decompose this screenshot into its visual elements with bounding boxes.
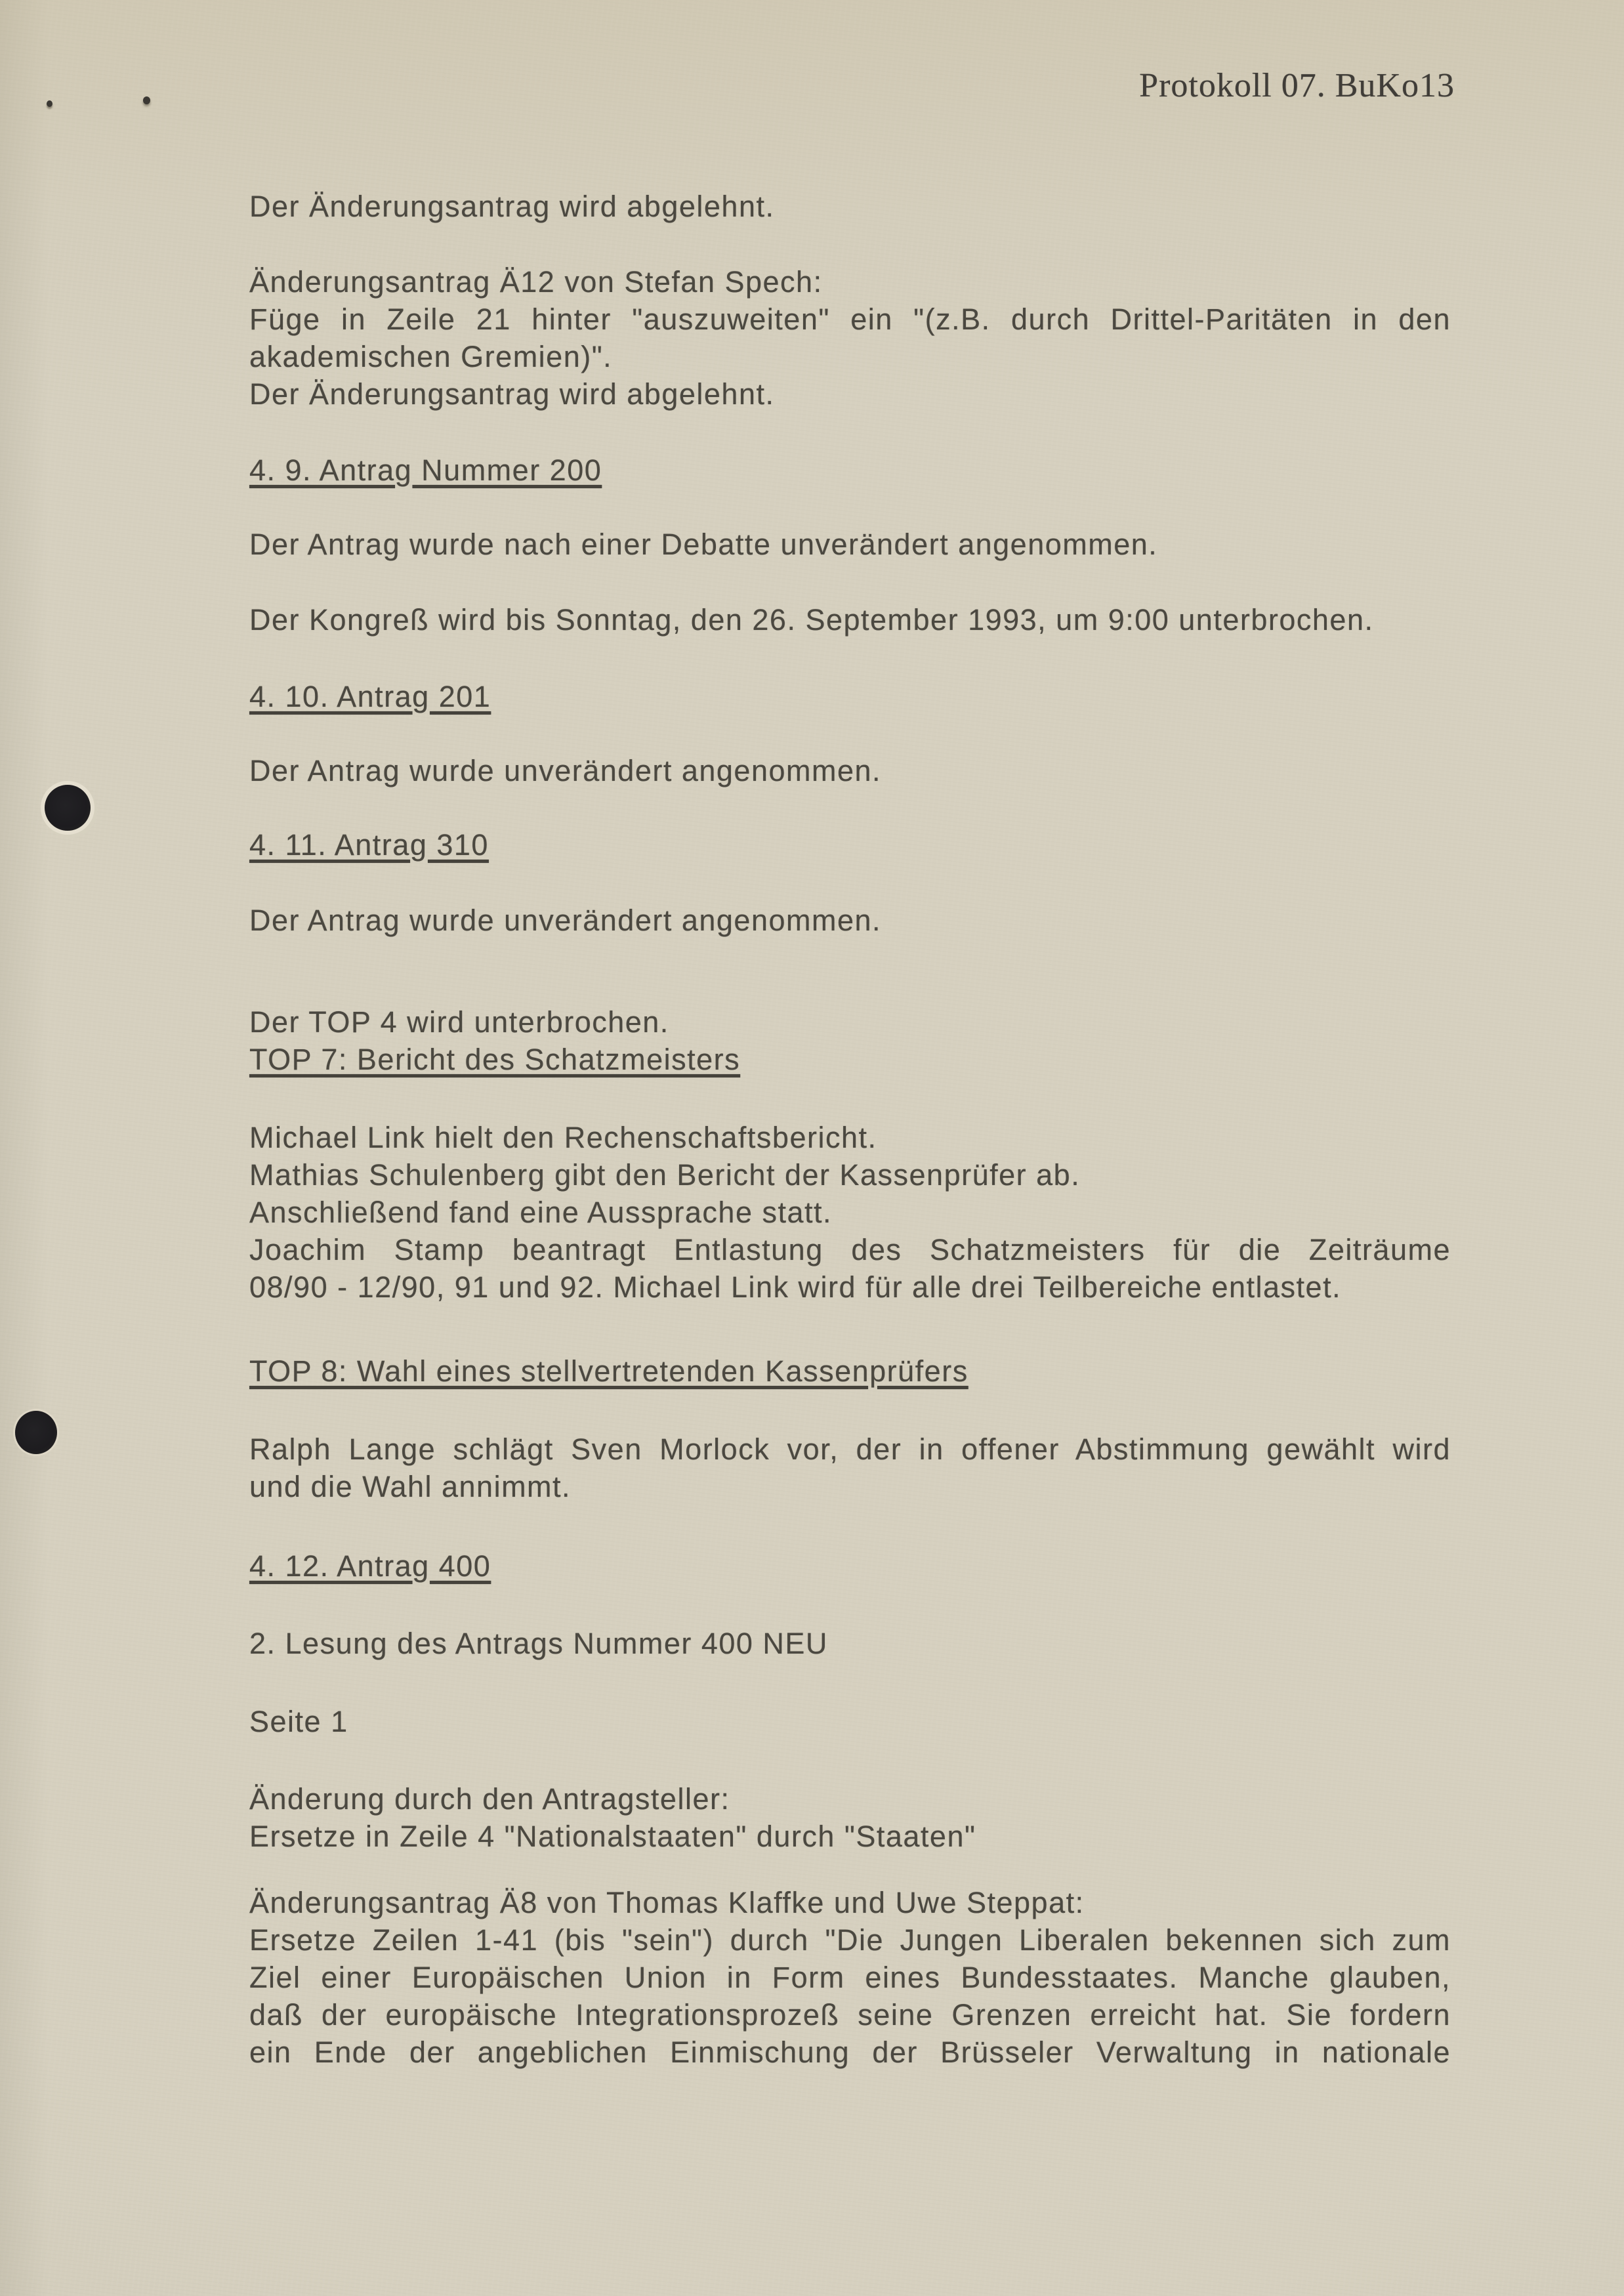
paragraph-top4-top7 (249, 1003, 1451, 1078)
heading-antrag-310 (249, 826, 1451, 864)
text-line: Der Antrag wurde nach einer Debatte unverändert angenommen. (249, 528, 1158, 561)
text-line: Der Antrag wurde unverändert angenommen. (249, 904, 882, 937)
text-line: und die Wahl annimmt. (249, 1470, 572, 1503)
text-line: akademischen Gremien)". (249, 340, 613, 373)
paragraph-congress-break (249, 601, 1451, 638)
heading-top8 (249, 1352, 1451, 1390)
paragraph-kassenpruefer-wahl (249, 1430, 1451, 1505)
page-header-title: Protokoll 07. BuKo13 (1139, 67, 1455, 104)
text-line: Der Kongreß wird bis Sonntag, den 26. September 1993, um 9:00 unterbrochen. (249, 603, 1374, 637)
section-heading-top7: TOP 7: Bericht des Schatzmeisters (249, 1043, 741, 1076)
text-line: ein Ende der angeblichen Einmischung der Brüsseler Verwaltung in nationale (249, 2035, 1451, 2069)
paragraph-amendment-a12 (249, 263, 1451, 413)
text-line: Der Änderungsantrag wird abgelehnt. (249, 377, 775, 411)
heading-antrag-201 (249, 678, 1451, 715)
text-line: Der Änderungsantrag wird abgelehnt. (249, 190, 775, 223)
text-line: Mathias Schulenberg gibt den Bericht der Kassenprüfer ab. (249, 1158, 1081, 1192)
heading-antrag-200 (249, 451, 1451, 489)
text-line: daß der europäische Integrationsprozeß seine Grenzen erreicht hat. Sie fordern (249, 1998, 1451, 2032)
text-line: Ziel einer Europäischen Union in Form eines Bundesstaates. Manche glauben, (249, 1961, 1451, 1994)
document-body (249, 0, 1451, 2296)
paragraph-antrag-201-result (249, 752, 1451, 789)
text-line: Änderungsantrag Ä12 von Stefan Spech: (249, 265, 823, 299)
staple-mark-right-icon (143, 96, 150, 104)
paragraph-amendment-a8 (249, 1884, 1451, 2071)
text-line: Joachim Stamp beantragt Entlastung des Schatzmeisters für die Zeiträume (249, 1233, 1451, 1266)
paragraph-seite-1 (249, 1703, 1451, 1740)
text-line: Ralph Lange schlägt Sven Morlock vor, der in offener Abstimmung gewählt wird (249, 1432, 1451, 1466)
section-heading: 4. 10. Antrag 201 (249, 680, 491, 713)
text-line: Der Antrag wurde unverändert angenommen. (249, 754, 882, 787)
text-line: Seite 1 (249, 1705, 348, 1738)
paragraph-aenderung-antragsteller (249, 1780, 1451, 1855)
paragraph-lesung-400 (249, 1625, 1451, 1662)
section-heading: 4. 12. Antrag 400 (249, 1549, 491, 1583)
paragraph-antrag-310-result (249, 902, 1451, 939)
text-line: 2. Lesung des Antrags Nummer 400 NEU (249, 1627, 828, 1660)
text-line: Der TOP 4 wird unterbrochen. (249, 1005, 669, 1039)
text-line: Ersetze Zeilen 1-41 (bis "sein") durch "Die Jungen Liberalen bekennen sich zum (249, 1923, 1451, 1957)
text-line: Änderungsantrag Ä8 von Thomas Klaffke und Uwe Steppat: (249, 1886, 1085, 1919)
text-line: Michael Link hielt den Rechenschaftsbericht. (249, 1121, 877, 1154)
text-line: Anschließend fand eine Aussprache statt. (249, 1196, 833, 1229)
staple-mark-left-icon (47, 100, 52, 107)
text-line: 08/90 - 12/90, 91 und 92. Michael Link wird für alle drei Teilbereiche entlastet. (249, 1270, 1342, 1304)
section-heading: 4. 11. Antrag 310 (249, 828, 489, 862)
paragraph-result-rejected (249, 188, 1451, 225)
punch-hole-bottom-icon (15, 1411, 57, 1454)
paragraph-antrag-200-result (249, 526, 1451, 563)
text-line: Ersetze in Zeile 4 "Nationalstaaten" durch "Staaten" (249, 1820, 976, 1853)
heading-antrag-400 (249, 1547, 1451, 1585)
section-heading: 4. 9. Antrag Nummer 200 (249, 453, 602, 487)
section-heading: TOP 8: Wahl eines stellvertretenden Kassenprüfers (249, 1354, 968, 1388)
text-line: Änderung durch den Antragsteller: (249, 1782, 730, 1816)
text-line: Füge in Zeile 21 hinter "auszuweiten" ein "(z.B. durch Drittel-Paritäten in den (249, 303, 1451, 336)
punch-hole-top-icon (45, 785, 91, 831)
paragraph-treasurer-report (249, 1119, 1451, 1306)
